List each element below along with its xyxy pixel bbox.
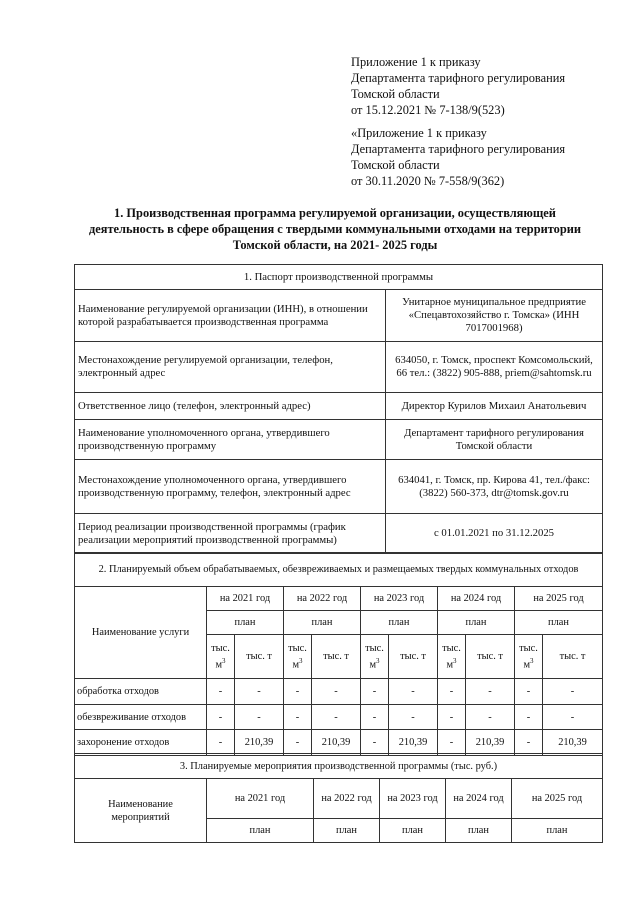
table-cell: - bbox=[207, 705, 235, 730]
passport-label: Местонахождение регулируемой организации, телефон, электронный адрес bbox=[75, 342, 386, 393]
passport-value: Директор Курилов Михаил Анатольевич bbox=[386, 393, 603, 420]
plan-header: план bbox=[284, 611, 361, 635]
passport-value: с 01.01.2021 по 31.12.2025 bbox=[386, 514, 603, 554]
plan-header: план bbox=[380, 819, 446, 843]
year-header: на 2021 год bbox=[207, 587, 284, 611]
appendix-line: от 15.12.2021 № 7-138/9(523) bbox=[351, 103, 505, 117]
year-header: на 2024 год bbox=[438, 587, 515, 611]
plan-header: план bbox=[207, 819, 314, 843]
table-cell: 210,39 bbox=[235, 730, 284, 756]
unit-t-header: тыс. т bbox=[389, 635, 438, 679]
unit-t-header: тыс. т bbox=[312, 635, 361, 679]
year-header: на 2022 год bbox=[284, 587, 361, 611]
table-cell: - bbox=[438, 679, 466, 705]
appendix-line: Департамента тарифного регулирования bbox=[351, 71, 566, 85]
passport-label: Ответственное лицо (телефон, электронный адрес) bbox=[75, 393, 386, 420]
passport-label: Наименование уполномоченного органа, утвердившего производственную программу bbox=[75, 420, 386, 460]
table-cell: - bbox=[235, 679, 284, 705]
table-cell: - bbox=[284, 705, 312, 730]
volumes-header: 2. Планируемый объем обрабатываемых, обезвреживаемых и размещаемых твердых коммунальных отходов bbox=[75, 553, 603, 587]
year-header: на 2021 год bbox=[207, 779, 314, 819]
appendix-line: «Приложение 1 к приказу bbox=[351, 126, 487, 140]
appendix-line: Томской области bbox=[351, 87, 440, 101]
table-cell: - bbox=[361, 730, 389, 756]
appendix-current bbox=[351, 54, 565, 118]
table-cell: - bbox=[543, 679, 603, 705]
unit-m3-header: тыс. $м^3$ bbox=[438, 635, 466, 679]
passport-label: Период реализации производственной программы (график реализации мероприятий производственной программы) bbox=[75, 514, 386, 554]
service-name: обработка отходов bbox=[75, 679, 207, 705]
passport-value: 634041, г. Томск, пр. Кирова 41, тел./факс: (3822) 560-373, dtr@tomsk.gov.ru bbox=[386, 460, 603, 514]
plan-header: план bbox=[207, 611, 284, 635]
title-line: 1. Производственная программа регулируемой организации, осуществляющей bbox=[114, 206, 556, 220]
unit-m3-header: тыс. $м^3$ bbox=[284, 635, 312, 679]
passport-table bbox=[74, 264, 603, 554]
plan-header: план bbox=[512, 819, 603, 843]
document-title bbox=[70, 205, 600, 253]
table-cell: - bbox=[389, 705, 438, 730]
year-header: на 2022 год bbox=[314, 779, 380, 819]
plan-header: план bbox=[361, 611, 438, 635]
year-header: на 2023 год bbox=[380, 779, 446, 819]
year-header: на 2025 год bbox=[512, 779, 603, 819]
unit-t-header: тыс. т bbox=[543, 635, 603, 679]
table-cell: 210,39 bbox=[312, 730, 361, 756]
year-header: на 2023 год bbox=[361, 587, 438, 611]
passport-header: 1. Паспорт производственной программы bbox=[75, 265, 603, 290]
measure-name-column-header: Наименование мероприятий bbox=[75, 779, 207, 843]
appendix-line: Приложение 1 к приказу bbox=[351, 55, 481, 69]
measures-table bbox=[74, 753, 603, 843]
table-cell: 210,39 bbox=[466, 730, 515, 756]
table-cell: - bbox=[515, 730, 543, 756]
table-cell: - bbox=[361, 705, 389, 730]
table-cell: - bbox=[207, 679, 235, 705]
table-cell: - bbox=[312, 705, 361, 730]
passport-label: Местонахождение уполномоченного органа, утвердившего производственную программу, телефон, электронный адрес bbox=[75, 460, 386, 514]
table-cell: 210,39 bbox=[543, 730, 603, 756]
passport-value: Департамент тарифного регулирования Томской области bbox=[386, 420, 603, 460]
plan-header: план bbox=[515, 611, 603, 635]
plan-header: план bbox=[438, 611, 515, 635]
table-cell: - bbox=[438, 705, 466, 730]
unit-m3-header: тыс. $м^3$ bbox=[515, 635, 543, 679]
passport-label: Наименование регулируемой организации (ИНН), в отношении которой разрабатывается производственная программа bbox=[75, 290, 386, 342]
service-name: захоронение отходов bbox=[75, 730, 207, 756]
plan-header: план bbox=[446, 819, 512, 843]
table-cell: - bbox=[284, 730, 312, 756]
plan-header: план bbox=[314, 819, 380, 843]
table-cell: - bbox=[207, 730, 235, 756]
appendix-line: Департамента тарифного регулирования bbox=[351, 142, 566, 156]
appendix-previous bbox=[351, 125, 565, 189]
table-cell: - bbox=[466, 705, 515, 730]
table-cell: - bbox=[284, 679, 312, 705]
appendix-line: от 30.11.2020 № 7-558/9(362) bbox=[351, 174, 505, 188]
appendix-line: Томской области bbox=[351, 158, 440, 172]
title-line: Томской области, на 2021- 2025 годы bbox=[232, 238, 438, 252]
year-header: на 2024 год bbox=[446, 779, 512, 819]
table-row bbox=[75, 730, 603, 756]
table-cell: - bbox=[515, 679, 543, 705]
unit-m3-header: тыс. $м^3$ bbox=[361, 635, 389, 679]
passport-value: 634050, г. Томск, проспект Комсомольский, 66 тел.: (3822) 905-888, priem@sahtomsk.ru bbox=[386, 342, 603, 393]
passport-value: Унитарное муниципальное предприятие «Спецавтохозяйство г. Томска» (ИНН 7017001968) bbox=[386, 290, 603, 342]
unit-t-header: тыс. т bbox=[466, 635, 515, 679]
unit-m3-header: тыс. $м^3$ bbox=[207, 635, 235, 679]
year-header: на 2025 год bbox=[515, 587, 603, 611]
table-row bbox=[75, 705, 603, 730]
measures-header: 3. Планируемые мероприятия производственной программы (тыс. руб.) bbox=[75, 754, 603, 779]
service-column-header: Наименование услуги bbox=[75, 587, 207, 679]
table-cell: - bbox=[515, 705, 543, 730]
table-cell: - bbox=[312, 679, 361, 705]
table-cell: 210,39 bbox=[389, 730, 438, 756]
title-line: деятельность в сфере обращения с твердыми коммунальными отходами на территории bbox=[88, 222, 582, 236]
unit-t-header: тыс. т bbox=[235, 635, 284, 679]
service-name: обезвреживание отходов bbox=[75, 705, 207, 730]
table-row bbox=[75, 679, 603, 705]
volumes-table bbox=[74, 552, 603, 756]
table-cell: - bbox=[466, 679, 515, 705]
table-cell: - bbox=[389, 679, 438, 705]
table-cell: - bbox=[361, 679, 389, 705]
table-cell: - bbox=[235, 705, 284, 730]
table-cell: - bbox=[438, 730, 466, 756]
table-cell: - bbox=[543, 705, 603, 730]
